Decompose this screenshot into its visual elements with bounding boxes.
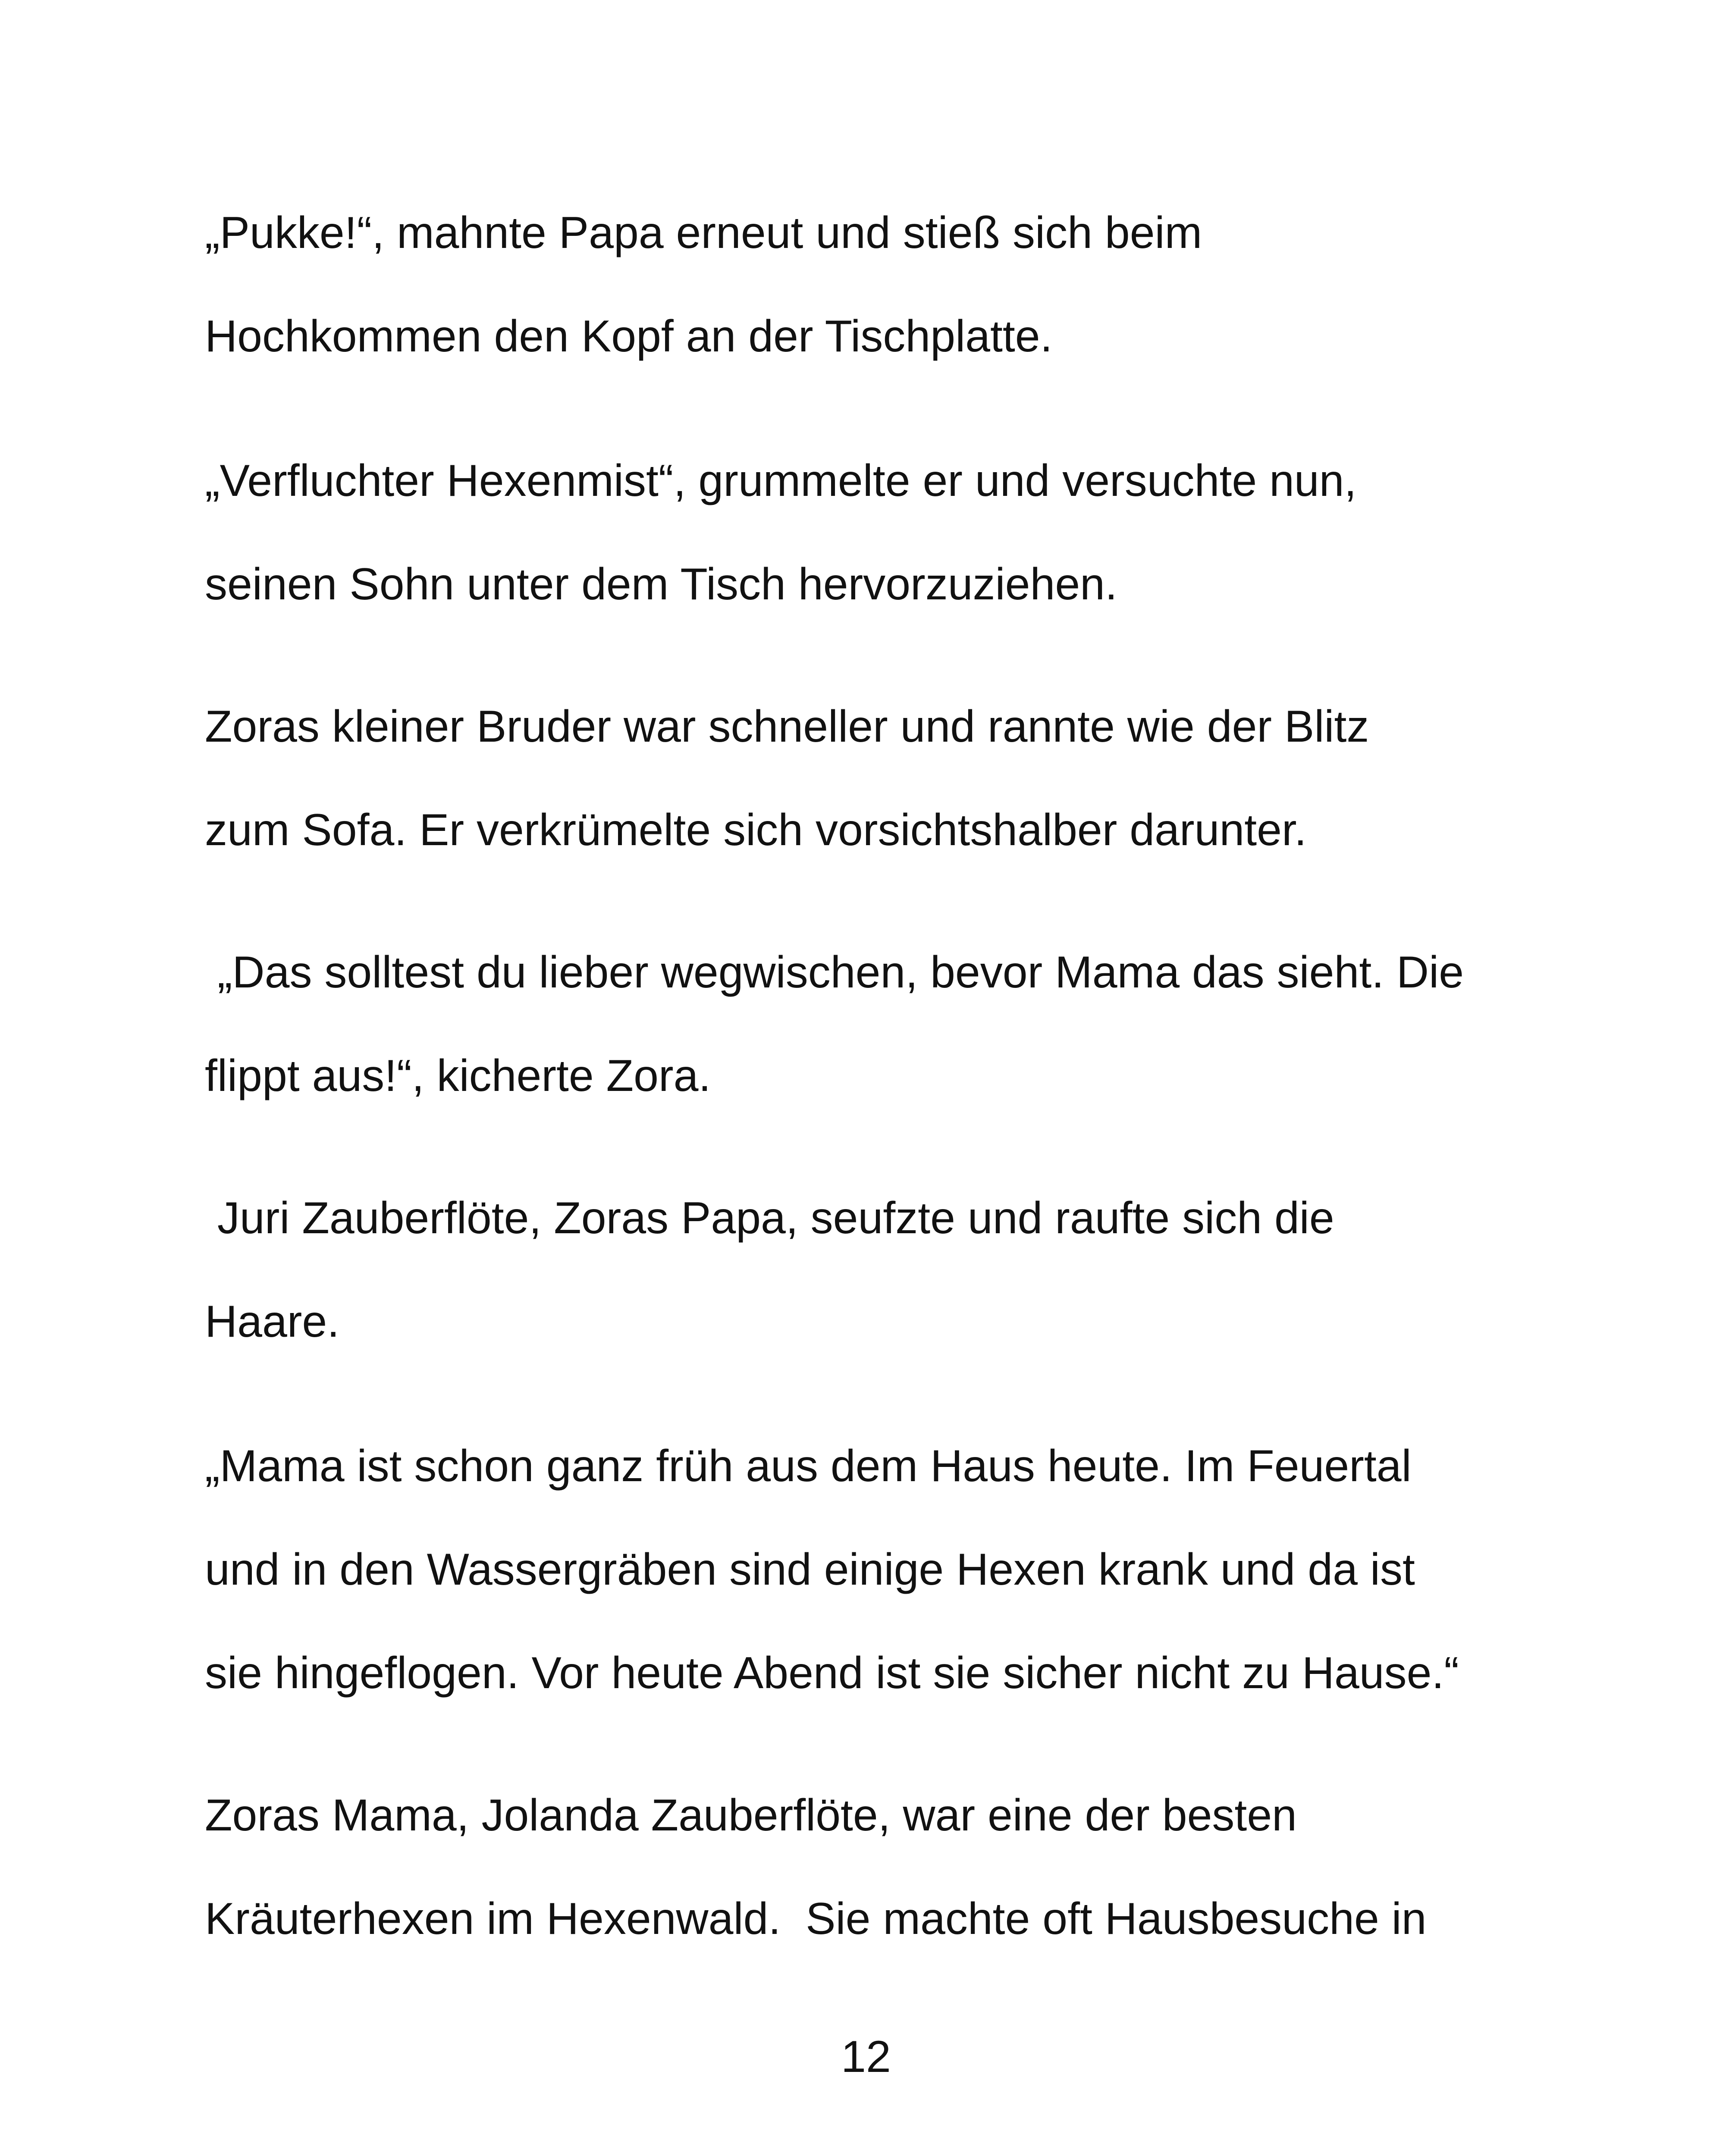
text-line: „Pukke!“, mahnte Papa erneut und stieß sich beim xyxy=(205,208,1202,258)
text-line: „Mama ist schon ganz früh aus dem Haus heute. Im Feuertal xyxy=(205,1441,1412,1491)
text-line: „Das solltest du lieber wegwischen, bevor Mama das sieht. Die xyxy=(205,947,1464,997)
text-line: Zoras Mama, Jolanda Zauberflöte, war eine der besten xyxy=(205,1790,1297,1840)
text-line: und in den Wassergräben sind einige Hexen krank und da ist xyxy=(205,1545,1415,1595)
page-number: 12 xyxy=(841,2032,891,2082)
text-line: flippt aus!“, kicherte Zora. xyxy=(205,1051,711,1101)
text-line: zum Sofa. Er verkrümelte sich vorsichtshalber darunter. xyxy=(205,805,1307,855)
text-line: „Verfluchter Hexenmist“, grummelte er und versuchte nun, xyxy=(205,456,1357,506)
text-line: Zoras kleiner Bruder war schneller und rannte wie der Blitz xyxy=(205,702,1369,752)
text-line: sie hingeflogen. Vor heute Abend ist sie sicher nicht zu Hause.“ xyxy=(205,1648,1459,1698)
text-line: Juri Zauberflöte, Zoras Papa, seufzte und raufte sich die xyxy=(205,1193,1334,1243)
text-line: seinen Sohn unter dem Tisch hervorzuziehen. xyxy=(205,559,1117,609)
text-line: Hochkommen den Kopf an der Tischplatte. xyxy=(205,311,1053,361)
text-line: Kräuterhexen im Hexenwald. Sie machte oft Hausbesuche in xyxy=(205,1894,1427,1944)
text-line: Haare. xyxy=(205,1297,340,1347)
